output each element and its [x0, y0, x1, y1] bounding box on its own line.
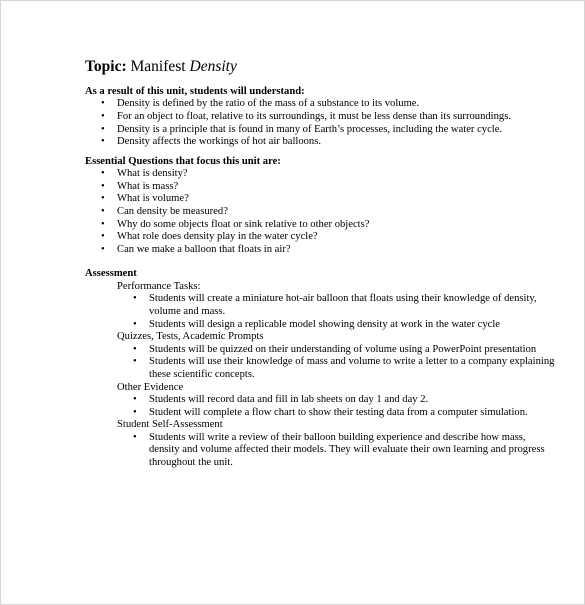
list-item: • Can density be measured?: [85, 206, 555, 219]
self-assessment-label: Student Self-Assessment: [117, 419, 223, 431]
topic-value: Manifest: [130, 58, 190, 75]
quizzes-label: Quizzes, Tests, Academic Prompts: [117, 331, 264, 343]
list-item: • What is density?: [85, 168, 555, 181]
list-item: • Students will use their knowledge of mass and volume to write a letter to a company explaining these scientific concepts.: [117, 356, 555, 381]
list-item: • Density is a principle that is found in many of Earth’s processes, including the water cycle.: [85, 124, 555, 137]
list-item: • Students will record data and fill in lab sheets on day 1 and day 2.: [117, 394, 555, 407]
assessment-heading: Assessment: [85, 268, 137, 280]
performance-tasks-label: Performance Tasks:: [117, 280, 201, 292]
questions-heading: Essential Questions that focus this unit are:: [85, 155, 281, 167]
list-item: • Density affects the workings of hot air balloons.: [85, 136, 555, 149]
document-content: [85, 57, 555, 470]
topic-label: Topic:: [85, 58, 127, 75]
list-item: • What role does density play in the water cycle?: [85, 231, 555, 244]
list-item: • Density is defined by the ratio of the mass of a substance to its volume.: [85, 98, 555, 111]
performance-tasks-list: [117, 293, 555, 331]
list-item: • Why do some objects float or sink relative to other objects?: [85, 219, 555, 232]
understand-list: [85, 98, 555, 148]
list-item: • Student will complete a flow chart to show their testing data from a computer simulation.: [117, 407, 555, 420]
list-item: • Students will be quizzed on their understanding of volume using a PowerPoint presentation: [117, 344, 555, 357]
list-item: • Can we make a balloon that floats in air?: [85, 244, 555, 257]
questions-list: [85, 168, 555, 256]
quizzes-list: [117, 344, 555, 382]
topic-title: [85, 57, 555, 76]
understand-heading: As a result of this unit, students will understand:: [85, 86, 305, 97]
self-assessment-list: [117, 432, 555, 470]
list-item: • What is mass?: [85, 181, 555, 194]
list-item: • For an object to float, relative to its surroundings, it must be less dense than its surroundings.: [85, 111, 555, 124]
list-item: • Students will design a replicable model showing density at work in the water cycle: [117, 319, 555, 332]
list-item: • Students will write a review of their balloon building experience and describe how mass, density and volume affected their models. They will evaluate their own learning and progress throughout the unit.: [117, 432, 555, 470]
other-evidence-label: Other Evidence: [117, 381, 184, 393]
topic-value-italic: Density: [189, 58, 237, 75]
list-item: • What is volume?: [85, 193, 555, 206]
list-item: • Students will create a miniature hot-air balloon that floats using their knowledge of density, volume and mass.: [117, 293, 555, 318]
other-evidence-list: [117, 394, 555, 419]
